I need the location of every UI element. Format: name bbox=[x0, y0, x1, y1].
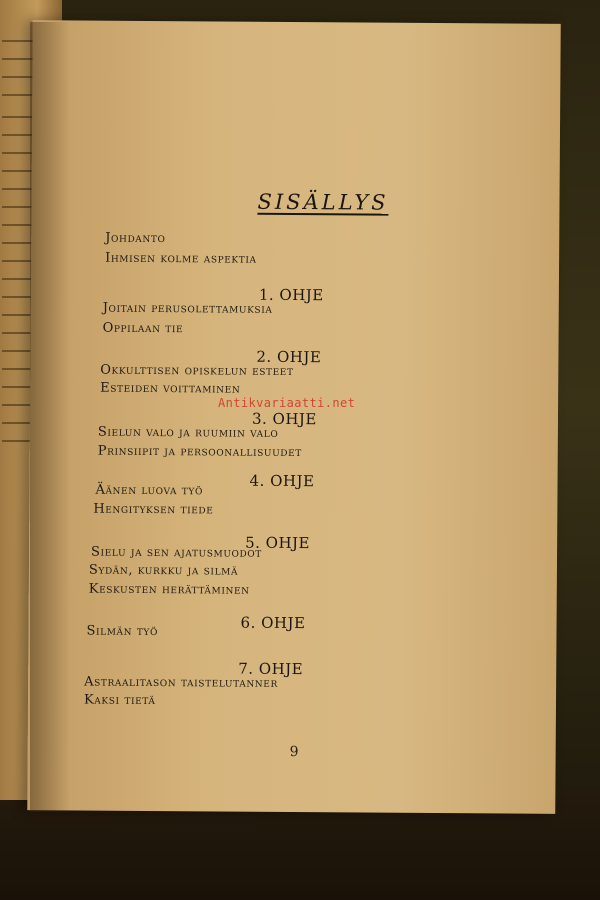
section-item: Keskusten herättäminen bbox=[88, 581, 250, 598]
section-item: Prinsiipit ja persoonallisuudet bbox=[97, 443, 302, 461]
section-item: Astraalitason taistelutanner bbox=[84, 674, 278, 691]
section-item: Silmän työ bbox=[86, 623, 159, 640]
section-heading: 7. OHJE bbox=[238, 659, 304, 679]
section-heading: 3. OHJE bbox=[251, 409, 317, 429]
intro-item: Ihmisen kolme aspektia bbox=[105, 250, 257, 267]
page-gutter-shadow bbox=[30, 22, 70, 812]
page-title: SISÄLLYS bbox=[257, 189, 389, 215]
section-item: Joitain perusolettamuksia bbox=[102, 300, 273, 317]
section-item: Sielun valo ja ruumiin valo bbox=[97, 424, 279, 441]
contents-page bbox=[27, 20, 561, 814]
section-item: Hengityksen tiede bbox=[93, 501, 214, 518]
section-item: Oppilaan tie bbox=[102, 320, 184, 337]
section-item: Sydän, kurkku ja silmä bbox=[88, 562, 239, 579]
watermark: Antikvariaatti.net bbox=[218, 396, 356, 410]
section-heading: 1. OHJE bbox=[258, 285, 324, 305]
section-heading: 6. OHJE bbox=[240, 613, 306, 633]
section-item: Kaksi tietä bbox=[83, 692, 156, 709]
section-heading: 5. OHJE bbox=[245, 533, 311, 553]
intro-item: Johdanto bbox=[105, 230, 166, 247]
page-number: 9 bbox=[289, 743, 299, 761]
section-item: Esteiden voittaminen bbox=[100, 380, 241, 397]
section-heading: 4. OHJE bbox=[249, 471, 315, 491]
section-heading: 2. OHJE bbox=[256, 347, 322, 367]
section-item: Äänen luova työ bbox=[95, 482, 204, 499]
section-item: Sielu ja sen ajatusmuodot bbox=[90, 544, 262, 561]
section-item: Okkulttisen opiskelun esteet bbox=[100, 362, 294, 379]
